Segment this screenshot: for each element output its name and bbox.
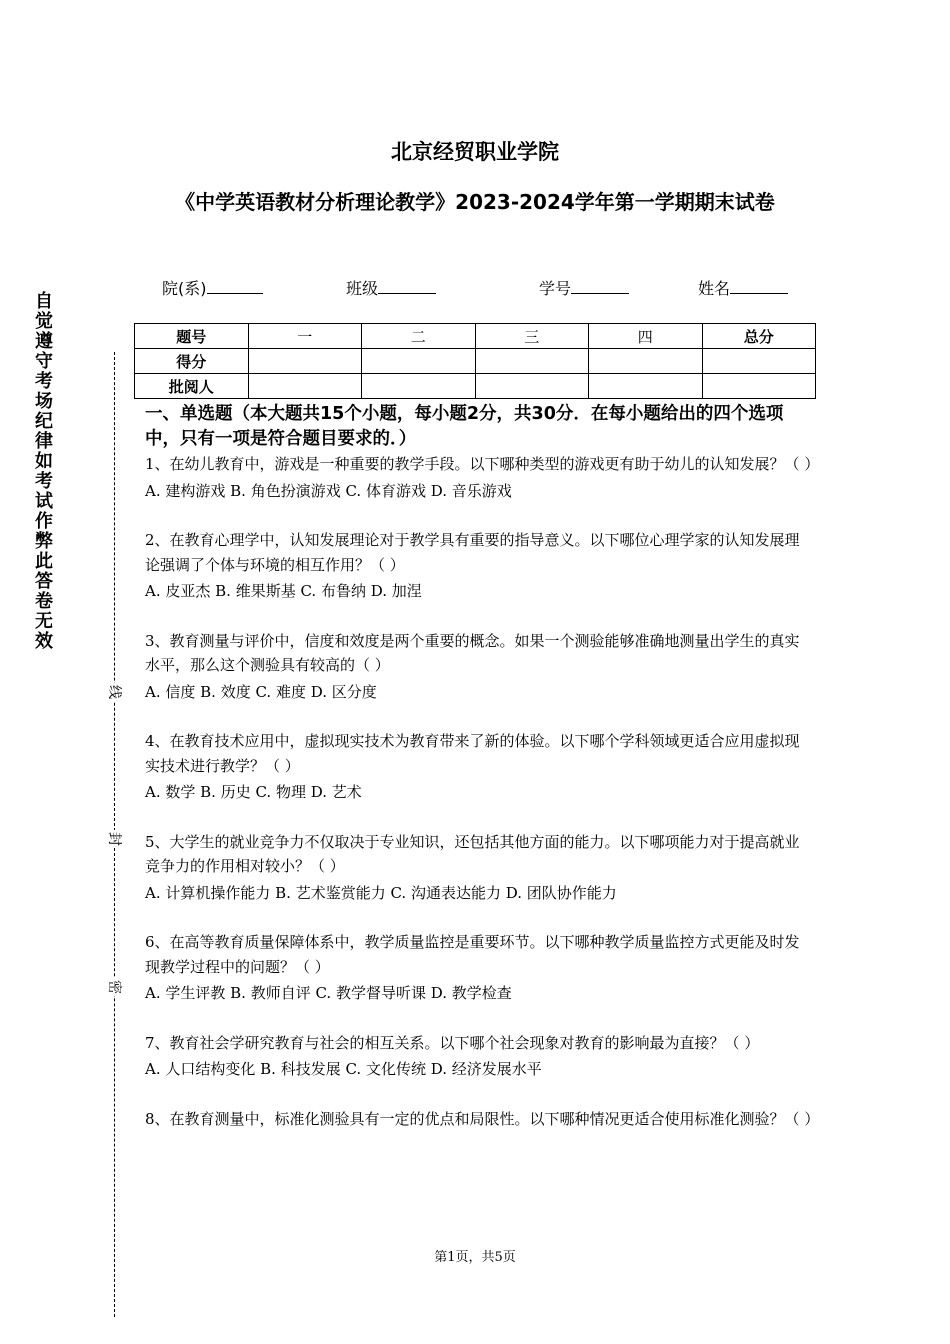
grader-row-label: 批阅人 xyxy=(135,374,249,399)
question-stem: 4、在教育技术应用中，虚拟现实技术为教育带来了新的体验。以下哪个学科领域更适合应用虚拟现实技术进行教学？（ ） xyxy=(145,732,800,775)
school-name: 北京经贸职业学院 xyxy=(391,140,559,164)
question-item xyxy=(145,1031,813,1082)
col-question-no: 题号 xyxy=(135,324,249,349)
col-part-1: 一 xyxy=(248,324,362,349)
question-stem: 7、教育社会学研究教育与社会的相互关系。以下哪个社会现象对教育的影响最为直接？（ ） xyxy=(145,1033,760,1052)
question-stem: 5、大学生的就业竞争力不仅取决于专业知识，还包括其他方面的能力。以下哪项能力对于提高就业竞争力的作用相对较小？（ ） xyxy=(145,832,800,875)
grader-cell[interactable] xyxy=(362,374,476,399)
question-options: A. 皮亚杰 B. 维果斯基 C. 布鲁纳 D. 加涅 xyxy=(145,582,422,600)
score-cell[interactable] xyxy=(702,349,816,374)
class-blank[interactable] xyxy=(378,277,436,294)
question-options: A. 学生评教 B. 教师自评 C. 教学督导听课 D. 教学检查 xyxy=(145,984,512,1002)
seal-seal-char: 封 xyxy=(105,830,125,848)
section-heading: 一、单选题（本大题共15个小题，每小题2分，共30分．在每小题给出的四个选项中，只有一项是符合题目要求的．） xyxy=(145,404,784,449)
question-options: A. 信度 B. 效度 C. 难度 D. 区分度 xyxy=(145,682,377,701)
question-options: A. 数学 B. 历史 C. 物理 D. 艺术 xyxy=(145,783,362,801)
question-options: A. 人口结构变化 B. 科技发展 C. 文化传统 D. 经济发展水平 xyxy=(145,1060,542,1078)
exam-title: 《中学英语教材分析理论教学》2023-2024学年第一学期期末试卷 xyxy=(175,190,775,214)
page-footer: 第1页，共5页 xyxy=(434,1250,516,1265)
student-id-blank[interactable] xyxy=(571,277,629,294)
exam-discipline-notice: 自觉遵守考场纪律如考试作弊此答卷无效 xyxy=(35,291,53,652)
grader-cell[interactable] xyxy=(702,374,816,399)
score-cell[interactable] xyxy=(248,349,362,374)
grader-cell[interactable] xyxy=(475,374,589,399)
question-item xyxy=(145,452,820,503)
question-stem: 3、教育测量与评价中，信度和效度是两个重要的概念。如果一个测验能够准确地测量出学生的真实水平，那么这个测验具有较高的（ ） xyxy=(145,631,800,674)
info-student-id xyxy=(539,276,629,299)
seal-secret-char: 密 xyxy=(105,978,125,996)
question-item xyxy=(145,729,813,805)
class-label: 班级 xyxy=(346,279,379,298)
name-blank[interactable] xyxy=(730,277,788,294)
grader-cell[interactable] xyxy=(248,374,362,399)
question-options: A. 建构游戏 B. 角色扮演游戏 C. 体育游戏 D. 音乐游戏 xyxy=(145,481,512,500)
question-stem: 8、在教育测量中，标准化测验具有一定的优点和局限性。以下哪种情况更适合使用标准化测验？（ ） xyxy=(145,1109,820,1128)
grader-row xyxy=(135,374,816,399)
info-name xyxy=(698,276,788,299)
score-table-header-row xyxy=(135,324,816,349)
question-item xyxy=(145,830,813,906)
info-department xyxy=(162,276,263,299)
department-blank[interactable] xyxy=(207,277,263,294)
col-part-2: 二 xyxy=(362,324,476,349)
name-label: 姓名 xyxy=(698,279,731,298)
question-item xyxy=(145,1107,820,1132)
seal-line-char: 线 xyxy=(105,683,125,701)
score-cell[interactable] xyxy=(362,349,476,374)
department-label: 院(系) xyxy=(162,279,207,298)
score-row-label: 得分 xyxy=(135,349,249,374)
col-total: 总分 xyxy=(702,324,816,349)
question-list xyxy=(145,452,820,1156)
col-part-4: 四 xyxy=(589,324,703,349)
score-table xyxy=(134,323,816,399)
col-part-3: 三 xyxy=(475,324,589,349)
info-class xyxy=(346,276,436,299)
question-options: A. 计算机操作能力 B. 艺术鉴赏能力 C. 沟通表达能力 D. 团队协作能力 xyxy=(145,883,617,902)
score-row xyxy=(135,349,816,374)
question-item xyxy=(145,629,813,705)
score-cell[interactable] xyxy=(589,349,703,374)
question-item xyxy=(145,930,813,1006)
question-stem: 2、在教育心理学中，认知发展理论对于教学具有重要的指导意义。以下哪位心理学家的认知发展理论强调了个体与环境的相互作用？（ ） xyxy=(145,531,800,574)
score-cell[interactable] xyxy=(475,349,589,374)
grader-cell[interactable] xyxy=(589,374,703,399)
question-stem: 1、在幼儿教育中，游戏是一种重要的教学手段。以下哪种类型的游戏更有助于幼儿的认知发展？（ ） xyxy=(145,455,820,473)
question-item xyxy=(145,528,813,604)
student-id-label: 学号 xyxy=(539,279,572,298)
question-stem: 6、在高等教育质量保障体系中，教学质量监控是重要环节。以下哪种教学质量监控方式更能及时发现教学过程中的问题？（ ） xyxy=(145,933,800,976)
